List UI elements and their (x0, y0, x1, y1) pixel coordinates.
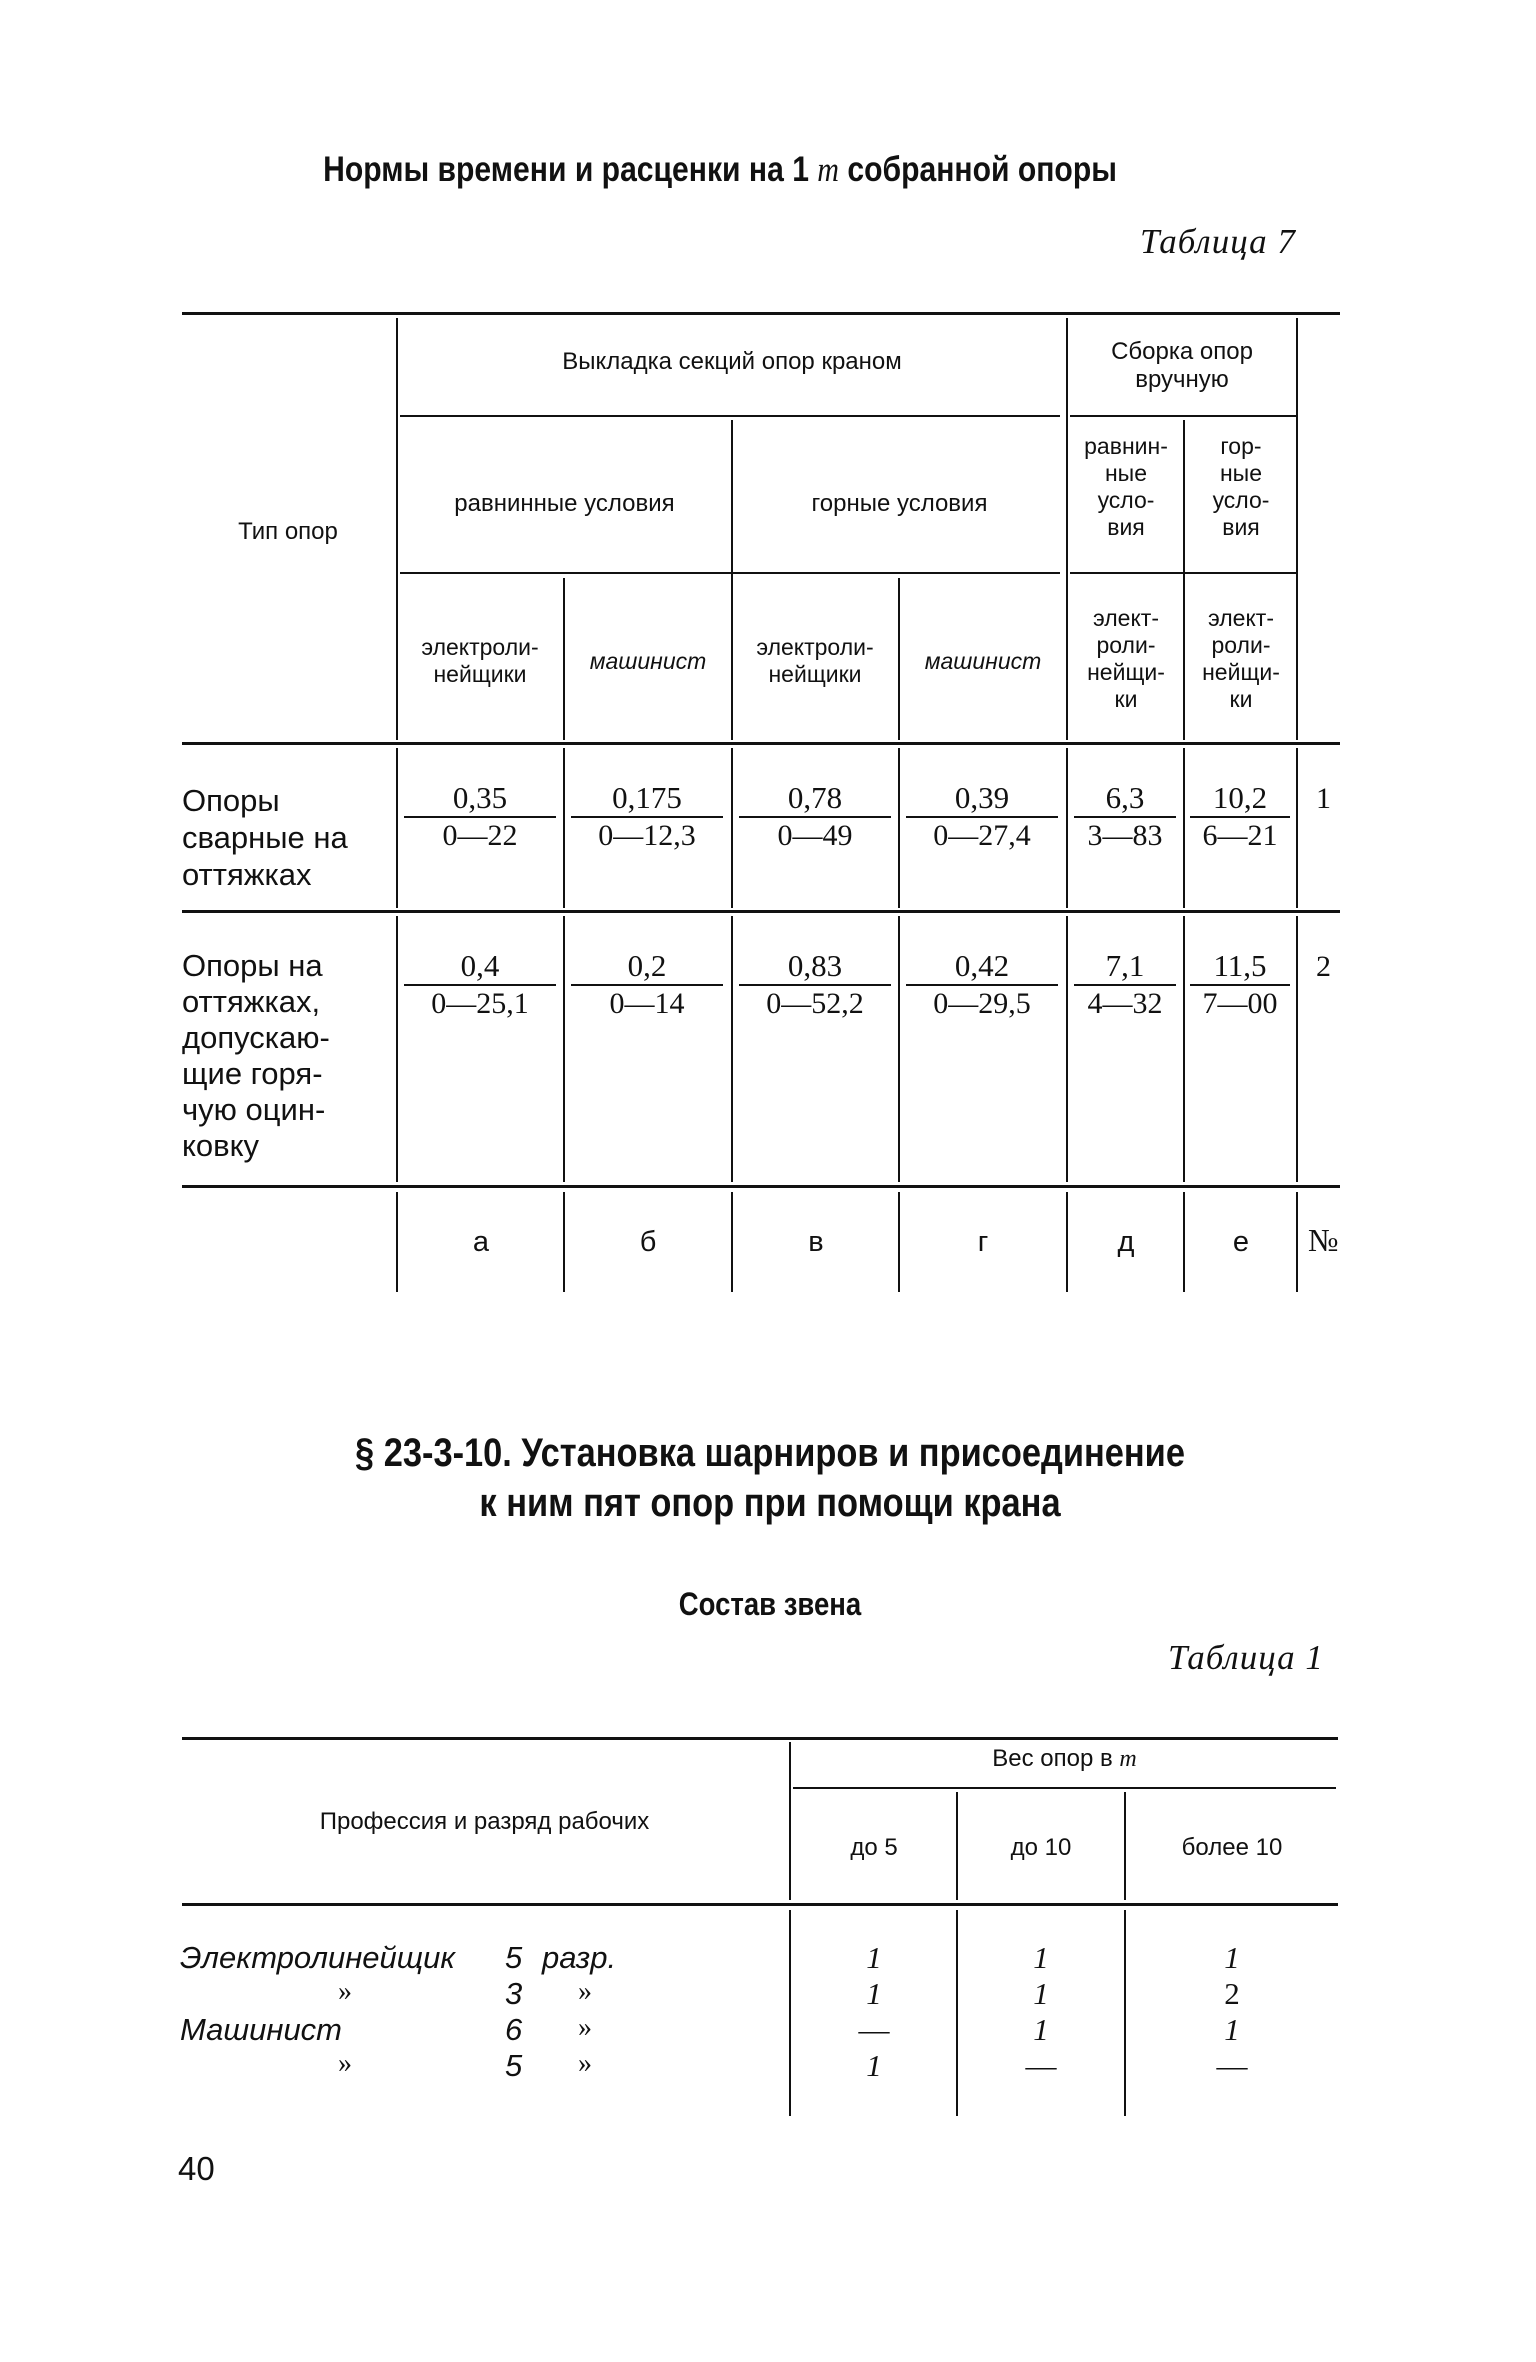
value-w2: — (1025, 2048, 1057, 2083)
value-w1: 1 (866, 1976, 882, 2011)
grade: 5 (505, 1940, 523, 1975)
col-letter-e: д (1117, 1226, 1135, 1258)
grade: 5 (505, 2048, 523, 2083)
section-title: § 23-3-10. Установка шарниров и присоединение к ним пят опор при помощи крана (355, 1431, 1185, 1525)
row1-label: Опоры сварные на оттяжках (182, 783, 348, 892)
col-weight-header: Вес опор в т (992, 1745, 1137, 1772)
group-crane-header: Выкладка секций опор краном (562, 348, 902, 375)
grade-unit: » (578, 1976, 592, 2007)
grade-unit: » (578, 2048, 592, 2079)
profession-name: » (338, 2048, 352, 2079)
profession-name: Электролинейщик (180, 1940, 456, 1975)
grade: 6 (505, 2012, 523, 2047)
row2-label: Опоры на оттяжках, допускаю- щие горя- чую оцин- ковку (182, 948, 330, 1163)
sub-mountain-header: горные условия (811, 490, 988, 517)
sub-manual-plain-header: равнин- ные усло- вия (1084, 433, 1168, 540)
cell-r2-e: $\frac{7,1}{4—32}$ (1074, 948, 1176, 1022)
cell-r2-d: $\frac{0,42}{0—29,5}$ (906, 948, 1058, 1022)
value-w3: 1 (1224, 1940, 1240, 1975)
table7-title: Нормы времени и расценки на 1 т собранной опоры (323, 150, 1117, 189)
col-w3-header: более 10 (1181, 1834, 1283, 1861)
col-letter-d: г (977, 1226, 989, 1258)
row2-number: 2 (1316, 950, 1331, 983)
value-w3: 1 (1224, 2012, 1240, 2047)
row1-number: 1 (1316, 782, 1331, 815)
cell-r2-c: $\frac{0,83}{0—52,2}$ (739, 948, 891, 1022)
sub-manual-mountain-header: гор- ные усло- вия (1212, 433, 1270, 540)
grade-unit: разр. (542, 1940, 617, 1975)
group-manual-header: Сборка опор вручную (1111, 338, 1253, 393)
value-w2: 1 (1033, 2012, 1049, 2047)
col-letter-f: е (1232, 1226, 1250, 1258)
grade: 3 (505, 1976, 523, 2011)
num-sign: № (1308, 1222, 1339, 1258)
worker-elec-f: элект- роли- нейщи- ки (1202, 605, 1280, 712)
grade-unit: » (578, 2012, 592, 2043)
profession-name: Машинист (180, 2012, 343, 2047)
value-w1: 1 (866, 2048, 882, 2083)
value-w3: 2 (1224, 1976, 1240, 2011)
col-w2-header: до 10 (1010, 1834, 1072, 1861)
cell-r2-f: $\frac{11,5}{7—00}$ (1190, 948, 1290, 1022)
value-w3: — (1216, 2048, 1248, 2083)
cell-r1-a: $\frac{0,35}{0—22}$ (404, 780, 556, 854)
profession-name: » (338, 1976, 352, 2007)
value-w1: — (858, 2012, 890, 2047)
col-w1-header: до 5 (850, 1834, 898, 1861)
value-w2: 1 (1033, 1976, 1049, 2011)
col-letter-c: в (808, 1226, 824, 1258)
worker-mach-b: машинист (589, 648, 707, 674)
cell-r1-c: $\frac{0,78}{0—49}$ (739, 780, 891, 854)
cell-r1-d: $\frac{0,39}{0—27,4}$ (906, 780, 1058, 854)
worker-elec-a: электроли- нейщики (421, 634, 539, 687)
page-number: 40 (178, 2150, 215, 2187)
table7-label: Таблица 7 (1140, 222, 1296, 261)
col-type-header: Тип опор (238, 518, 338, 545)
section-subtitle: Состав звена (678, 1586, 862, 1622)
value-w2: 1 (1033, 1940, 1049, 1975)
cell-r1-f: $\frac{10,2}{6—21}$ (1190, 780, 1290, 854)
col-profession-header: Профессия и разряд рабочих (319, 1808, 650, 1835)
table1-label: Таблица 1 (1168, 1638, 1324, 1677)
worker-elec-e: элект- роли- нейщи- ки (1087, 605, 1165, 712)
cell-r1-e: $\frac{6,3}{3—83}$ (1074, 780, 1176, 854)
sub-plain-header: равнинные условия (454, 490, 675, 517)
cell-r2-b: $\frac{0,2}{0—14}$ (571, 948, 723, 1022)
col-letter-b: б (639, 1226, 657, 1258)
worker-elec-c: электроли- нейщики (756, 634, 874, 687)
cell-r2-a: $\frac{0,4}{0—25,1}$ (404, 948, 556, 1022)
value-w1: 1 (866, 1940, 882, 1975)
worker-mach-d: машинист (924, 648, 1042, 674)
cell-r1-b: $\frac{0,175}{0—12,3}$ (571, 780, 723, 854)
col-letter-a: а (472, 1226, 490, 1258)
